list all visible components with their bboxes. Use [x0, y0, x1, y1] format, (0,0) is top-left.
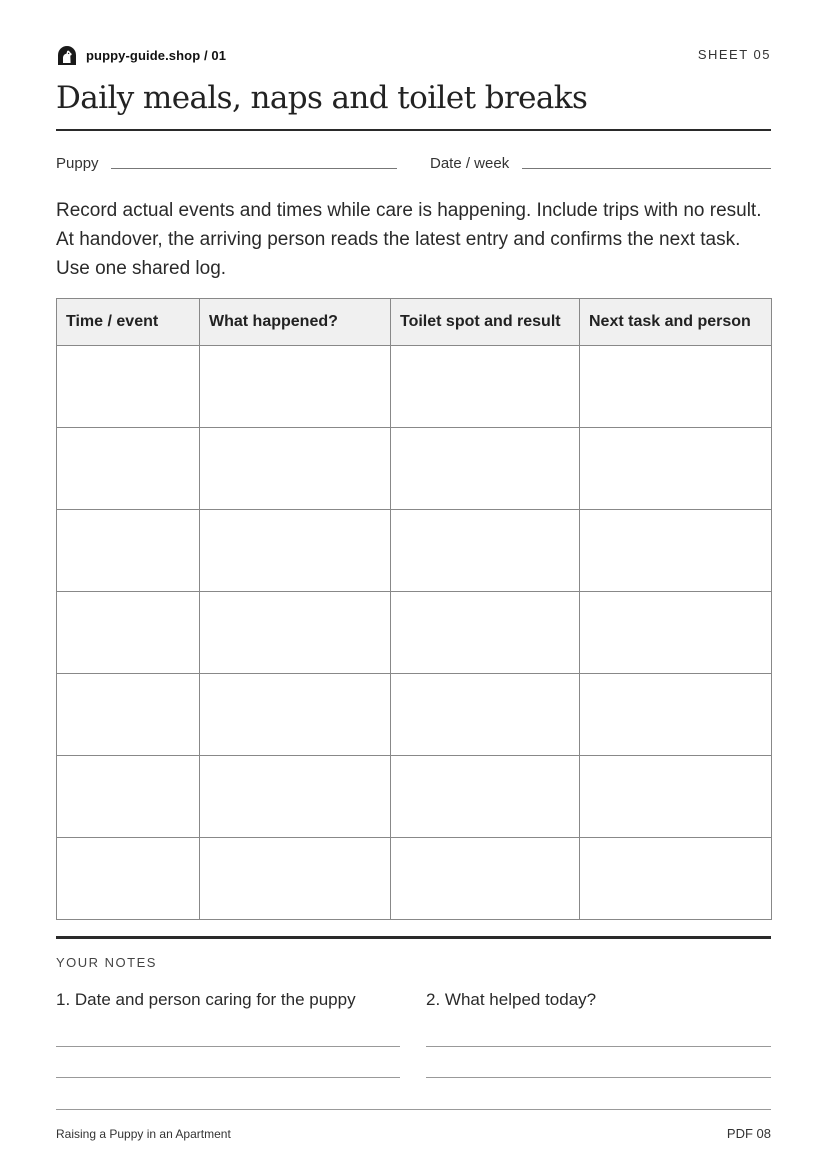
- puppy-field-line: [111, 168, 397, 169]
- table-cell[interactable]: [391, 756, 580, 838]
- table-cell[interactable]: [580, 346, 772, 428]
- table-cell[interactable]: [391, 838, 580, 920]
- table-cell[interactable]: [200, 428, 391, 510]
- table-cell[interactable]: [200, 592, 391, 674]
- table-cell[interactable]: [57, 428, 200, 510]
- brand-name: puppy-guide.shop / 01: [86, 47, 227, 63]
- writing-line[interactable]: [56, 1077, 400, 1078]
- table-cell[interactable]: [580, 674, 772, 756]
- table-row: [57, 346, 772, 428]
- notes-question-2: 2. What helped today?: [426, 990, 597, 1009]
- footer-book-title: Raising a Puppy in an Apartment: [56, 1127, 231, 1141]
- table-cell[interactable]: [200, 674, 391, 756]
- table-cell[interactable]: [57, 838, 200, 920]
- care-log-table: [56, 298, 772, 920]
- table-cell[interactable]: [580, 592, 772, 674]
- table-cell[interactable]: [391, 592, 580, 674]
- table-cell[interactable]: [580, 510, 772, 592]
- brand: [56, 44, 226, 66]
- sheet-number: SHEET 05: [697, 47, 771, 62]
- column-header-toilet-spot: Toilet spot and result: [391, 299, 580, 346]
- table-cell[interactable]: [200, 838, 391, 920]
- table-cell[interactable]: [391, 510, 580, 592]
- table-header-row: [57, 299, 772, 346]
- column-header-time-event: Time / event: [57, 299, 200, 346]
- table-cell[interactable]: [580, 428, 772, 510]
- table-row: [57, 428, 772, 510]
- table-cell[interactable]: [580, 756, 772, 838]
- writing-line[interactable]: [56, 1046, 400, 1047]
- notes-question-1: 1. Date and person caring for the puppy: [56, 990, 356, 1009]
- table-cell[interactable]: [57, 674, 200, 756]
- table-cell[interactable]: [200, 510, 391, 592]
- table-cell[interactable]: [57, 346, 200, 428]
- table-cell[interactable]: [200, 756, 391, 838]
- table-row: [57, 674, 772, 756]
- title-divider: [56, 129, 771, 131]
- table-cell[interactable]: [391, 346, 580, 428]
- page-header: [56, 44, 771, 68]
- dog-icon: [56, 44, 78, 66]
- date-week-field-line: [522, 168, 771, 169]
- table-cell[interactable]: [580, 838, 772, 920]
- notes-divider: [56, 936, 771, 939]
- notes-heading: YOUR NOTES: [56, 955, 157, 970]
- puppy-label: Puppy: [56, 155, 99, 172]
- table-cell[interactable]: [200, 346, 391, 428]
- table-cell[interactable]: [57, 756, 200, 838]
- table-cell[interactable]: [391, 428, 580, 510]
- table-row: [57, 592, 772, 674]
- table-cell[interactable]: [57, 510, 200, 592]
- date-week-label: Date / week: [430, 155, 510, 172]
- table-row: [57, 838, 772, 920]
- footer-page-number: PDF 08: [726, 1126, 771, 1141]
- instructions-paragraph: Record actual events and times while care is happening. Include trips with no result. At handover, the arriving person reads the latest entry and confirms the next task. Use one shared log.: [56, 200, 762, 279]
- table-row: [57, 510, 772, 592]
- table-row: [57, 756, 772, 838]
- table-cell[interactable]: [57, 592, 200, 674]
- page-title: Daily meals, naps and toilet breaks: [56, 80, 588, 116]
- writing-line[interactable]: [426, 1077, 771, 1078]
- footer-divider: [56, 1109, 771, 1110]
- column-header-what-happened: What happened?: [200, 299, 391, 346]
- table-cell[interactable]: [391, 674, 580, 756]
- writing-line[interactable]: [426, 1046, 771, 1047]
- column-header-next-task: Next task and person: [580, 299, 772, 346]
